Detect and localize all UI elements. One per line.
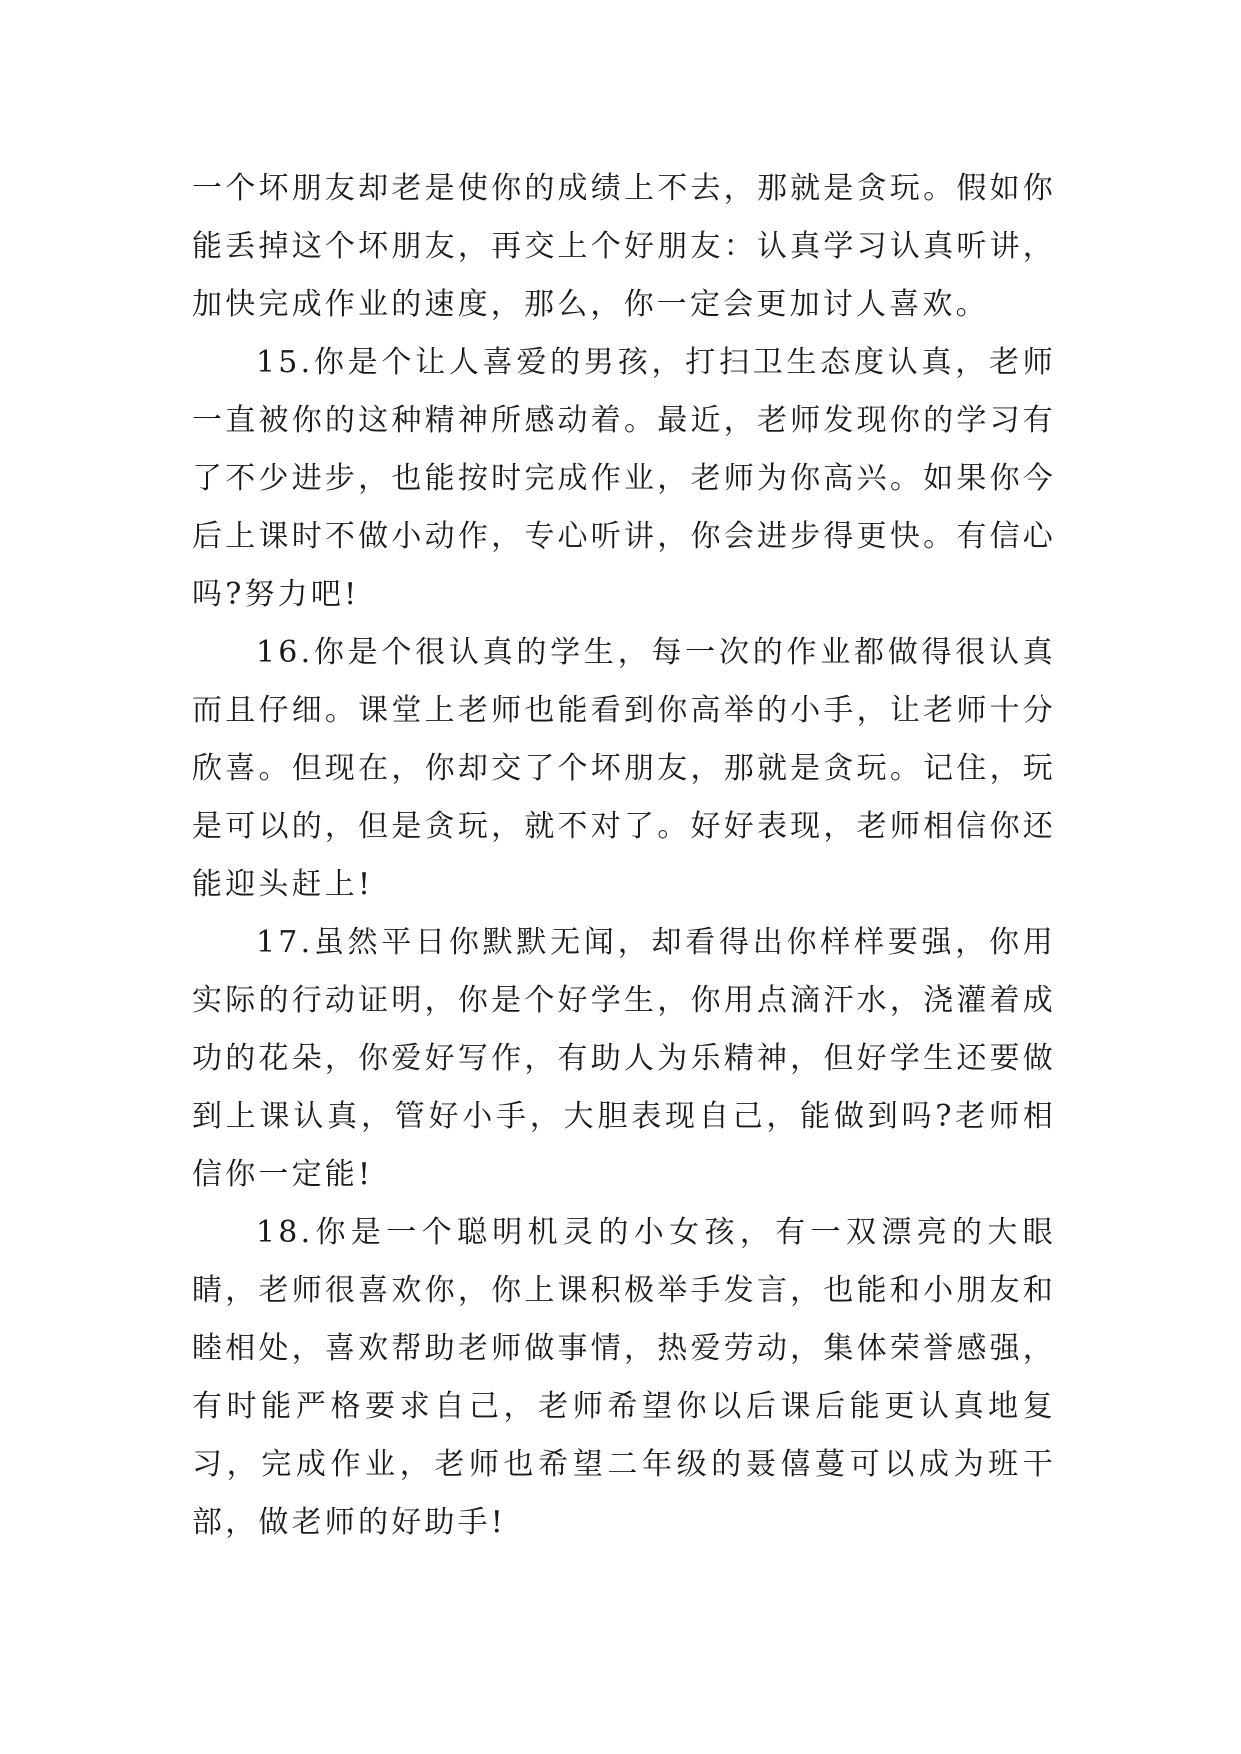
paragraph-15: 15.你是个让人喜爱的男孩，打扫卫生态度认真，老师一直被你的这种精神所感动着。最近，老师发现你的学习有了不少进步，也能按时完成作业，老师为你高兴。如果你今后上课时不做小动作，专心听讲，你会进步得更快。有信心吗?努力吧! — [192, 345, 1056, 612]
paragraph-18: 18.你是一个聪明机灵的小女孩，有一双漂亮的大眼睛，老师很喜欢你，你上课积极举手发言，也能和小朋友和睦相处，喜欢帮助老师做事情，热爱劳动，集体荣誉感强，有时能严格要求自己，老师希望你以后课后能更认真地复习，完成作业，老师也希望二年级的聂僖蔓可以成为班干部，做老师的好助手! — [192, 1215, 1056, 1540]
paragraph-16: 16.你是个很认真的学生，每一次的作业都做得很认真而且仔细。课堂上老师也能看到你高举的小手，让老师十分欣喜。但现在，你却交了个坏朋友，那就是贪玩。记住，玩是可以的，但是贪玩，就不对了。好好表现，老师相信你还能迎头赶上! — [192, 635, 1056, 902]
paragraph-17: 17.虽然平日你默默无闻，却看得出你样样要强，你用实际的行动证明，你是个好学生，你用点滴汗水，浇灌着成功的花朵，你爱好写作，有助人为乐精神，但好学生还要做到上课认真，管好小手，大胆表现自己，能做到吗?老师相信你一定能! — [192, 925, 1056, 1192]
paragraph-continuation: 一个坏朋友却老是使你的成绩上不去，那就是贪玩。假如你能丢掉这个坏朋友，再交上个好朋友：认真学习认真听讲，加快完成作业的速度，那么，你一定会更加讨人喜欢。 — [192, 171, 1056, 322]
document-body — [192, 160, 1056, 1552]
